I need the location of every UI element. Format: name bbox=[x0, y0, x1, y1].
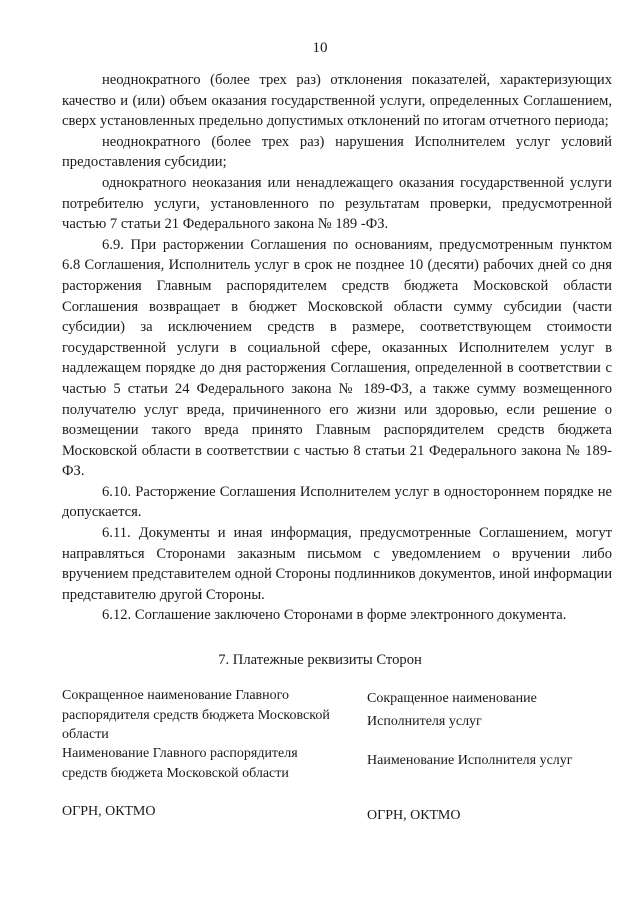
section-heading: 7. Платежные реквизиты Сторон bbox=[218, 652, 422, 668]
left-short-name-label: Сокращенное наименование Главного распорядителя средств бюджета Московской области bbox=[62, 688, 330, 742]
left-ogrn-label: ОГРН, ОКТМО bbox=[62, 804, 156, 819]
page-number: 10 bbox=[312, 40, 328, 56]
right-short-name-label-line1: Сокращенное наименование bbox=[367, 691, 537, 706]
paragraph-6-9: 6.9. При расторжении Соглашения по основаниям, предусмотренным пунктом 6.8 Соглашения, Исполнитель услуг в срок не позднее 10 (десяти) рабочих дней со дня расторжения Главным распорядителем средств бюджета Московской области Соглашения возвращает в бюджет Московской области сумму субсидии (части субсидии) за исключением средств в размере, соответствующем стоимости государственной услуги в социальной сфере, оказанных Исполнителем услуг в надлежащем порядке до дня расторжения Соглашения, определенной в соответствии с частью 5 статьи 24 Федерального закона № 189-ФЗ, а также сумму возмещенного получателю услуг вреда, причиненного его жизни или здоровью, если решение о возмещении такого вреда принято Главным распорядителем средств бюджета Московской области в соответствии с частью 8 статьи 21 Федерального закона № 189-ФЗ. bbox=[62, 236, 612, 480]
paragraph-deviation-indicators: неоднократного (более трех раз) отклонения показателей, характеризующих качество и (или) объем оказания государственной услуги, определенных Соглашением, сверх установленных предельно допустимых отклонений по итогам отчетного периода; bbox=[62, 72, 612, 130]
right-ogrn-label: ОГРН, ОКТМО bbox=[367, 808, 461, 823]
left-name-label: Наименование Главного распорядителя средств бюджета Московской области bbox=[62, 746, 298, 781]
right-short-name-label-line2: Исполнителя услуг bbox=[367, 714, 482, 729]
paragraph-6-12: 6.12. Соглашение заключено Сторонами в форме электронного документа. bbox=[102, 607, 567, 624]
paragraph-6-10: 6.10. Расторжение Соглашения Исполнителем услуг в одностороннем порядке не допускается. bbox=[62, 483, 612, 521]
paragraph-6-11: 6.11. Документы и иная информация, предусмотренные Соглашением, могут направляться Сторонами заказным письмом с уведомлением о вручении либо вручением представителем одной Стороны подлинников документов, иной информации представителю другой Стороны. bbox=[62, 525, 612, 603]
paragraph-subsidy-violation: неоднократного (более трех раз) нарушения Исполнителем услуг условий предоставления субсидии; bbox=[62, 133, 612, 171]
right-name-label: Наименование Исполнителя услуг bbox=[367, 753, 573, 768]
paragraph-single-failure: однократного неоказания или ненадлежащего оказания государственной услуги потребителю услуги, установленного по результатам проверки, предусмотренной частью 7 статьи 21 Федерального закона № 189 -ФЗ. bbox=[62, 174, 612, 233]
document-body bbox=[62, 70, 612, 626]
